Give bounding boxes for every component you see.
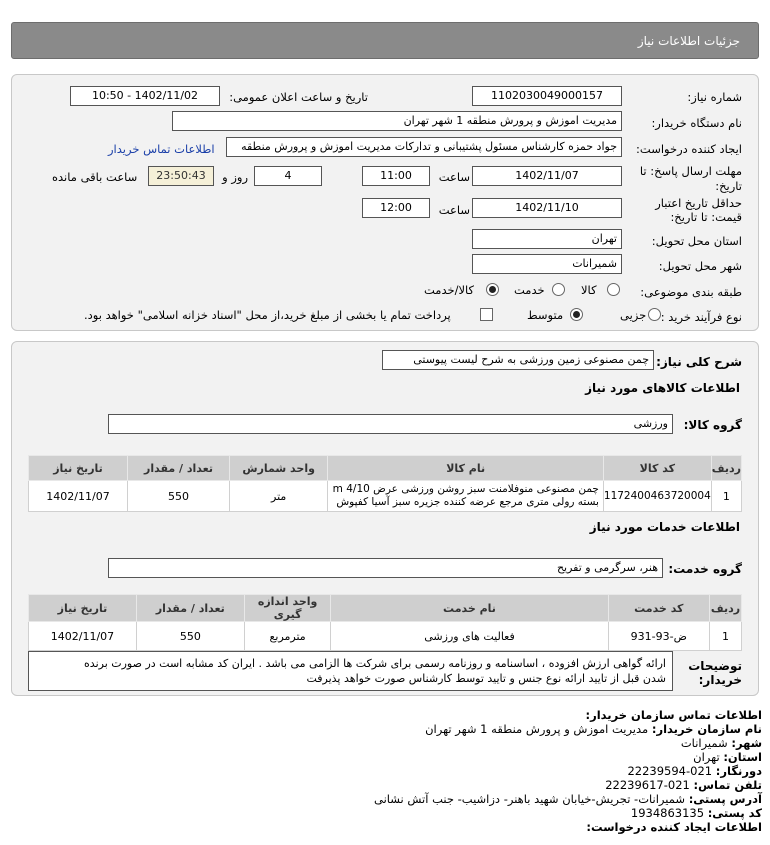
validity-time-field: 12:00 xyxy=(362,198,430,218)
page-header xyxy=(11,22,759,59)
goods-col-code: کد کالا xyxy=(603,456,711,481)
page-title: جزئیات اطلاعات نیاز xyxy=(637,34,740,48)
service-col-code: کد خدمت xyxy=(608,595,710,622)
service-row-date: 1402/11/07 xyxy=(29,622,137,651)
deadline-label-date: تاریخ: xyxy=(715,179,742,193)
remaining-label: ساعت باقی مانده xyxy=(52,170,138,184)
summary-label: شرح کلی نیاز: xyxy=(656,355,742,369)
buyer-notes-line1: ارائه گواهی ارزش افزوده ، اساسنامه و روزنامه رسمی برای شرکت ها الزامی می باشد . ایران کد مشابه است در صورت برنده xyxy=(84,657,666,670)
services-section-title: اطلاعات خدمات مورد نیاز xyxy=(589,520,740,534)
contact-phone-value: 021-22239617 xyxy=(605,778,690,792)
validity-date-field: 1402/11/10 xyxy=(472,198,622,218)
contact-postal xyxy=(631,806,762,820)
contact-city-label: شهر: xyxy=(731,736,762,750)
goods-col-qty: تعداد / مقدار xyxy=(128,456,230,481)
service-group-label: گروه خدمت: xyxy=(668,562,742,576)
city-field: شمیرانات xyxy=(472,254,622,274)
goods-col-date: تاریخ نیاز xyxy=(29,456,128,481)
service-col-row: ردیف xyxy=(710,595,742,622)
contact-postal-label: کد پستی: xyxy=(707,806,762,820)
service-row-number: 1 xyxy=(710,622,742,651)
contact-org-value: مدیریت اموزش و پرورش منطقه 1 شهر تهران xyxy=(425,722,649,736)
buyer-label: نام دستگاه خریدار: xyxy=(651,116,742,130)
goods-table-header xyxy=(29,456,742,481)
announce-label: تاریخ و ساعت اعلان عمومی: xyxy=(229,90,368,104)
contact-phone-label: تلفن تماس: xyxy=(693,778,762,792)
validity-label-date: قیمت: تا تاریخ: xyxy=(670,210,742,224)
service-col-name: نام خدمت xyxy=(331,595,608,622)
goods-row-number: 1 xyxy=(711,481,741,512)
process-label: نوع فرآیند خرید : xyxy=(660,310,742,324)
buyer-contact-link[interactable]: اطلاعات تماس خریدار xyxy=(108,142,215,156)
treasury-payment-text: پرداخت تمام یا بخشی از مبلغ خرید،از محل "اسناد خزانه اسلامی" خواهد بود. xyxy=(84,308,451,322)
goods-row-name-line1: چمن مصنوعی منوفلامنت سبز روشن ورزشی عرض m 4/10 xyxy=(332,483,599,495)
category-option-goods: کالا xyxy=(581,283,597,297)
category-option-goods-service: کالا/خدمت xyxy=(424,283,475,297)
announce-field: 1402/11/02 - 10:50 xyxy=(70,86,220,106)
contact-address-value: شمیرانات- تجریش-خیابان شهید باهنر- دزاشیب- جنب آتش نشانی xyxy=(373,792,686,806)
need-number-field: 1102030049000157 xyxy=(472,86,622,106)
days-field: 4 xyxy=(254,166,322,186)
goods-row-date: 1402/11/07 xyxy=(29,481,128,512)
contact-address-label: آدرس پستی: xyxy=(688,792,762,806)
services-table-header xyxy=(29,595,742,622)
contact-fax-label: دورنگار: xyxy=(715,764,762,778)
contact-fax xyxy=(627,764,762,778)
goods-section-title: اطلاعات کالاهای مورد نیاز xyxy=(585,381,740,395)
days-label: روز و xyxy=(222,170,248,184)
validity-label: حداقل تاریخ اعتبار xyxy=(655,196,742,210)
service-col-qty: تعداد / مقدار xyxy=(136,595,244,622)
service-group-field: هنر، سرگرمی و تفریح xyxy=(108,558,663,578)
service-row-code: ض-93-931 xyxy=(608,622,710,651)
table-row xyxy=(29,481,742,512)
goods-row-unit: متر xyxy=(229,481,327,512)
contact-address xyxy=(374,792,762,806)
buyer-notes-line2: شدن قبل از تایید ارائه نوع جنس و تایید توسط کارشناس صورت خواهد پذیرفت xyxy=(306,672,666,685)
validity-time-label: ساعت xyxy=(438,203,470,217)
deadline-date-field: 1402/11/07 xyxy=(472,166,622,186)
contact-org-label: نام سازمان خریدار: xyxy=(651,722,762,736)
goods-row-name xyxy=(328,481,604,512)
contact-province-value: تهران xyxy=(693,750,720,764)
category-radio-goods-service[interactable] xyxy=(486,283,499,296)
buyer-notes-box xyxy=(28,651,673,691)
creator-field: جواد حمزه کارشناس مسئول پشتیبانی و تدارکات مدیریت اموزش و پرورش منطقه xyxy=(226,137,622,157)
notes-label-buyer: خریدار: xyxy=(698,673,742,687)
goods-col-row: ردیف xyxy=(711,456,741,481)
goods-col-unit: واحد شمارش xyxy=(229,456,327,481)
goods-row-code: 1172400463720004 xyxy=(603,481,711,512)
service-row-name: فعالیت های ورزشی xyxy=(331,622,608,651)
goods-row-qty: 550 xyxy=(128,481,230,512)
goods-table xyxy=(28,455,742,512)
process-radio-medium[interactable] xyxy=(570,308,583,321)
goods-col-name: نام کالا xyxy=(328,456,604,481)
province-field: تهران xyxy=(472,229,622,249)
service-row-unit: مترمربع xyxy=(244,622,331,651)
category-radio-goods[interactable] xyxy=(607,283,620,296)
contact-province-label: استان: xyxy=(723,750,762,764)
deadline-label: مهلت ارسال پاسخ: تا xyxy=(639,164,742,178)
remaining-time-field: 23:50:43 xyxy=(148,166,214,186)
city-label: شهر محل تحویل: xyxy=(658,259,742,273)
contact-city xyxy=(681,736,762,750)
goods-group-label: گروه کالا: xyxy=(683,418,742,432)
contact-city-value: شمیرانات xyxy=(680,736,728,750)
summary-field: چمن مصنوعی زمین ورزشی به شرح لیست پیوستی xyxy=(382,350,654,370)
contact-org xyxy=(425,722,762,736)
service-col-date: تاریخ نیاز xyxy=(29,595,137,622)
contact-fax-value: 021-22239594 xyxy=(627,764,713,778)
contact-postal-value: 1934863135 xyxy=(630,806,705,820)
process-radio-minor[interactable] xyxy=(648,308,661,321)
province-label: استان محل تحویل: xyxy=(651,234,742,248)
service-col-unit: واحد اندازه گیری xyxy=(244,595,331,622)
services-table xyxy=(28,594,742,651)
table-row xyxy=(29,622,742,651)
creator-label: ایجاد کننده درخواست: xyxy=(636,142,742,156)
need-number-label: شماره نیاز: xyxy=(687,90,742,104)
treasury-checkbox[interactable] xyxy=(480,308,493,321)
process-option-minor: جزیی xyxy=(620,308,647,322)
goods-group-field: ورزشی xyxy=(108,414,673,434)
buyer-field: مدیریت اموزش و پرورش منطقه 1 شهر تهران xyxy=(172,111,622,131)
deadline-time-field: 11:00 xyxy=(362,166,430,186)
notes-label: توضیحات xyxy=(688,659,742,673)
category-label: طبقه بندی موضوعی: xyxy=(640,285,742,299)
goods-row-name-line2: بسته رولی متری مرجع عرضه کننده جزیره سبز آسیا کفپوش xyxy=(336,496,599,508)
contact-phone xyxy=(605,778,762,792)
deadline-time-label: ساعت xyxy=(438,170,470,184)
category-option-service: خدمت xyxy=(514,283,545,297)
contact-province xyxy=(693,750,762,764)
creator-info-title: اطلاعات ایجاد کننده درخواست: xyxy=(586,820,762,834)
category-radio-service[interactable] xyxy=(552,283,565,296)
process-option-medium: متوسط xyxy=(527,308,564,322)
contact-title: اطلاعات تماس سازمان خریدار: xyxy=(585,708,762,722)
service-row-qty: 550 xyxy=(136,622,244,651)
